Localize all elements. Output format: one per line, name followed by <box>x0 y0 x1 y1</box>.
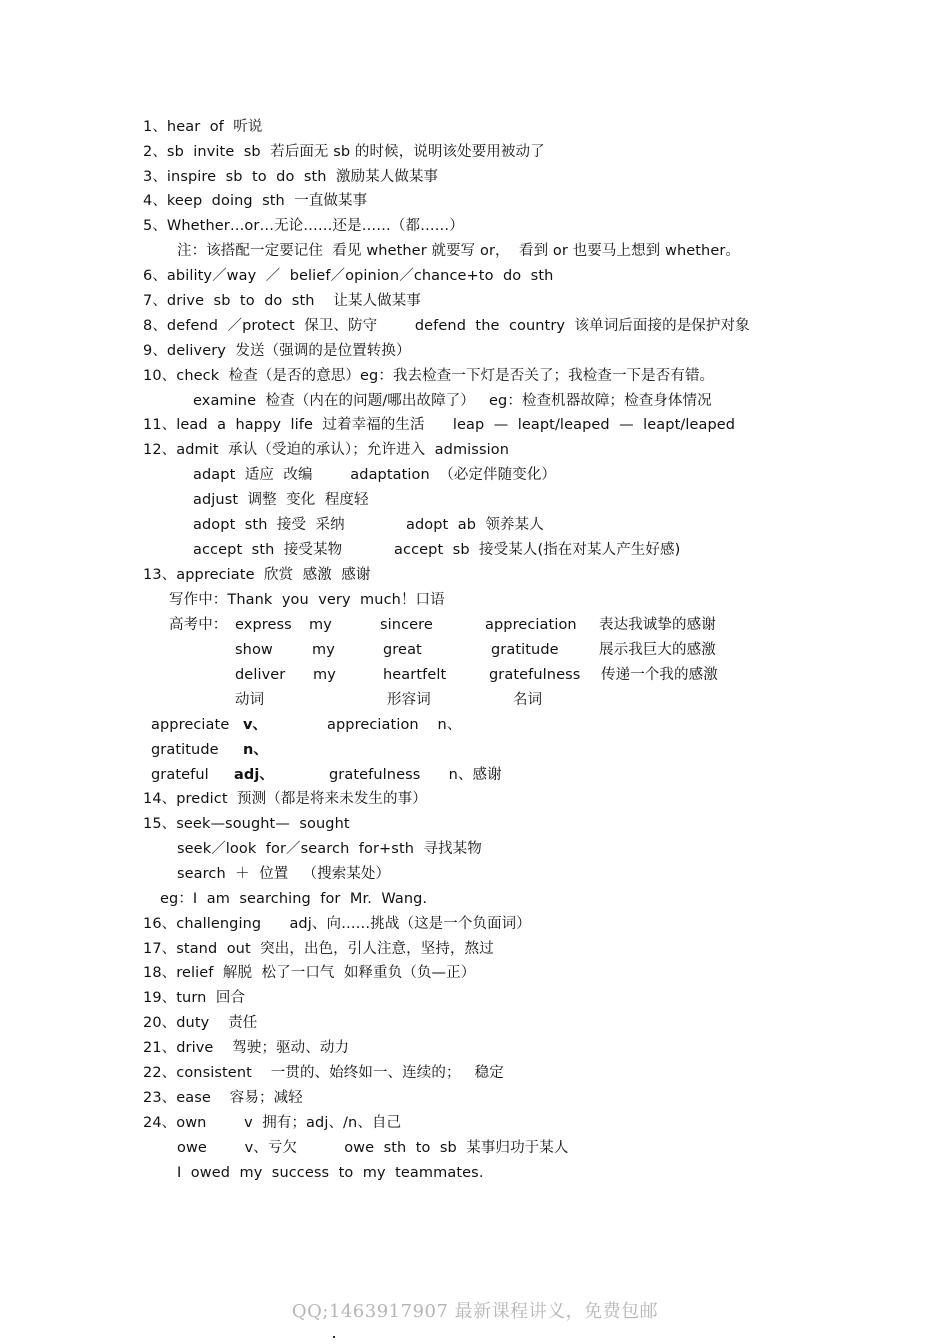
item-7: 7、drive sb to do sth 让某人做某事 <box>143 293 421 309</box>
item-12-adopt: adopt sth 接受 采纳 adopt ab 领养某人 <box>193 517 544 533</box>
pos-noun: gratefulness n、感谢 <box>329 767 502 783</box>
table-cell: my <box>313 667 336 683</box>
table-cell: show <box>235 642 273 658</box>
table-cell: my <box>309 617 332 633</box>
page-dot <box>333 1336 335 1338</box>
item-16: 16、challenging adj、向……挑战（这是一个负面词） <box>143 916 531 932</box>
table-cell: 表达我诚挚的感谢 <box>599 617 716 633</box>
table-cell: 名词 <box>513 692 543 708</box>
item-15-search: search ＋ 位置 （搜索某处） <box>177 866 391 882</box>
item-17: 17、stand out 突出，出色，引人注意，坚持，熬过 <box>143 941 494 957</box>
item-12-adjust: adjust 调整 变化 程度轻 <box>193 492 369 508</box>
item-24: 24、own v 拥有；adj、/n、自己 <box>143 1115 402 1131</box>
table-cell: deliver <box>235 667 286 683</box>
item-6: 6、ability／way ／ belief／opinion／chance+to do sth <box>143 268 554 284</box>
item-13-writing: 写作中：Thank you very much！口语 <box>169 592 445 608</box>
item-8: 8、defend ／protect 保卫、防守 defend the country 该单词后面接的是保护对象 <box>143 318 750 334</box>
table-cell: 传递一个我的感激 <box>601 667 718 683</box>
pos-word: appreciate <box>151 717 230 733</box>
item-19: 19、turn 回合 <box>143 990 246 1006</box>
item-12-accept: accept sth 接受某物 accept sb 接受某人(指在对某人产生好感) <box>193 542 681 558</box>
item-11: 11、lead a happy life 过着幸福的生活 leap — leapt/leaped — leapt/leaped <box>143 417 736 433</box>
item-10-sub: examine 检查（内在的问题/哪出故障了） eg：检查机器故障；检查身体情况 <box>193 393 712 409</box>
table-cell: my <box>312 642 335 658</box>
table-cell: gratitude <box>491 642 559 658</box>
item-15-seek: seek／look for／search for+sth 寻找某物 <box>177 841 482 857</box>
pos-word: gratitude <box>151 742 219 758</box>
table-cell: 动词 <box>235 692 265 708</box>
item-23: 23、ease 容易；减轻 <box>143 1090 303 1106</box>
table-cell: great <box>383 642 422 658</box>
item-22: 22、consistent 一贯的、始终如一、连续的； 稳定 <box>143 1065 504 1081</box>
item-13-gaokao-label: 高考中： <box>169 617 228 633</box>
table-cell: appreciation <box>485 617 577 633</box>
table-cell: gratefulness <box>489 667 581 683</box>
item-12-adapt: adapt 适应 改编 adaptation （必定伴随变化） <box>193 467 557 483</box>
item-2: 2、sb invite sb 若后面无 sb 的时候，说明该处要用被动了 <box>143 144 545 160</box>
pos-word: grateful <box>151 767 209 783</box>
table-cell: express <box>235 617 292 633</box>
item-5: 5、Whether…or…无论……还是……（都……） <box>143 218 464 234</box>
item-18: 18、relief 解脱 松了一口气 如释重负（负—正） <box>143 965 476 981</box>
table-cell: 形容词 <box>387 692 431 708</box>
pos-tag: adj、 <box>234 767 275 783</box>
table-cell: 展示我巨大的感激 <box>599 642 716 658</box>
pos-tag: n、 <box>243 742 269 758</box>
item-5-note: 注：该搭配一定要记住 看见 whether 就要写 or， 看到 or 也要马上想到 whether。 <box>177 243 741 259</box>
item-24-example: I owed my success to my teammates. <box>177 1165 484 1181</box>
item-1: 1、hear of 听说 <box>143 119 263 135</box>
table-cell: heartfelt <box>383 667 447 683</box>
item-10: 10、check 检查（是否的意思）eg：我去检查一下灯是否关了；我检查一下是否有错。 <box>143 368 715 384</box>
item-24-owe: owe v、亏欠 owe sth to sb 某事归功于某人 <box>177 1140 569 1156</box>
item-9: 9、delivery 发送（强调的是位置转换） <box>143 343 411 359</box>
footer-watermark: QQ;1463917907 最新课程讲义，免费包邮 <box>291 1301 659 1322</box>
pos-tag: v、 <box>243 717 268 733</box>
item-15-example: eg：I am searching for Mr. Wang. <box>160 891 428 907</box>
item-20: 20、duty 责任 <box>143 1015 258 1031</box>
item-4: 4、keep doing sth 一直做某事 <box>143 193 368 209</box>
pos-noun: appreciation n、 <box>327 717 462 733</box>
item-15: 15、seek—sought— sought <box>143 816 350 832</box>
table-cell: sincere <box>380 617 433 633</box>
item-21: 21、drive 驾驶；驱动、动力 <box>143 1040 350 1056</box>
item-12: 12、admit 承认（受迫的承认）；允许进入 admission <box>143 442 510 458</box>
item-13: 13、appreciate 欣赏 感激 感谢 <box>143 567 371 583</box>
item-14: 14、predict 预测（都是将来未发生的事） <box>143 791 427 807</box>
item-3: 3、inspire sb to do sth 激励某人做某事 <box>143 169 439 185</box>
